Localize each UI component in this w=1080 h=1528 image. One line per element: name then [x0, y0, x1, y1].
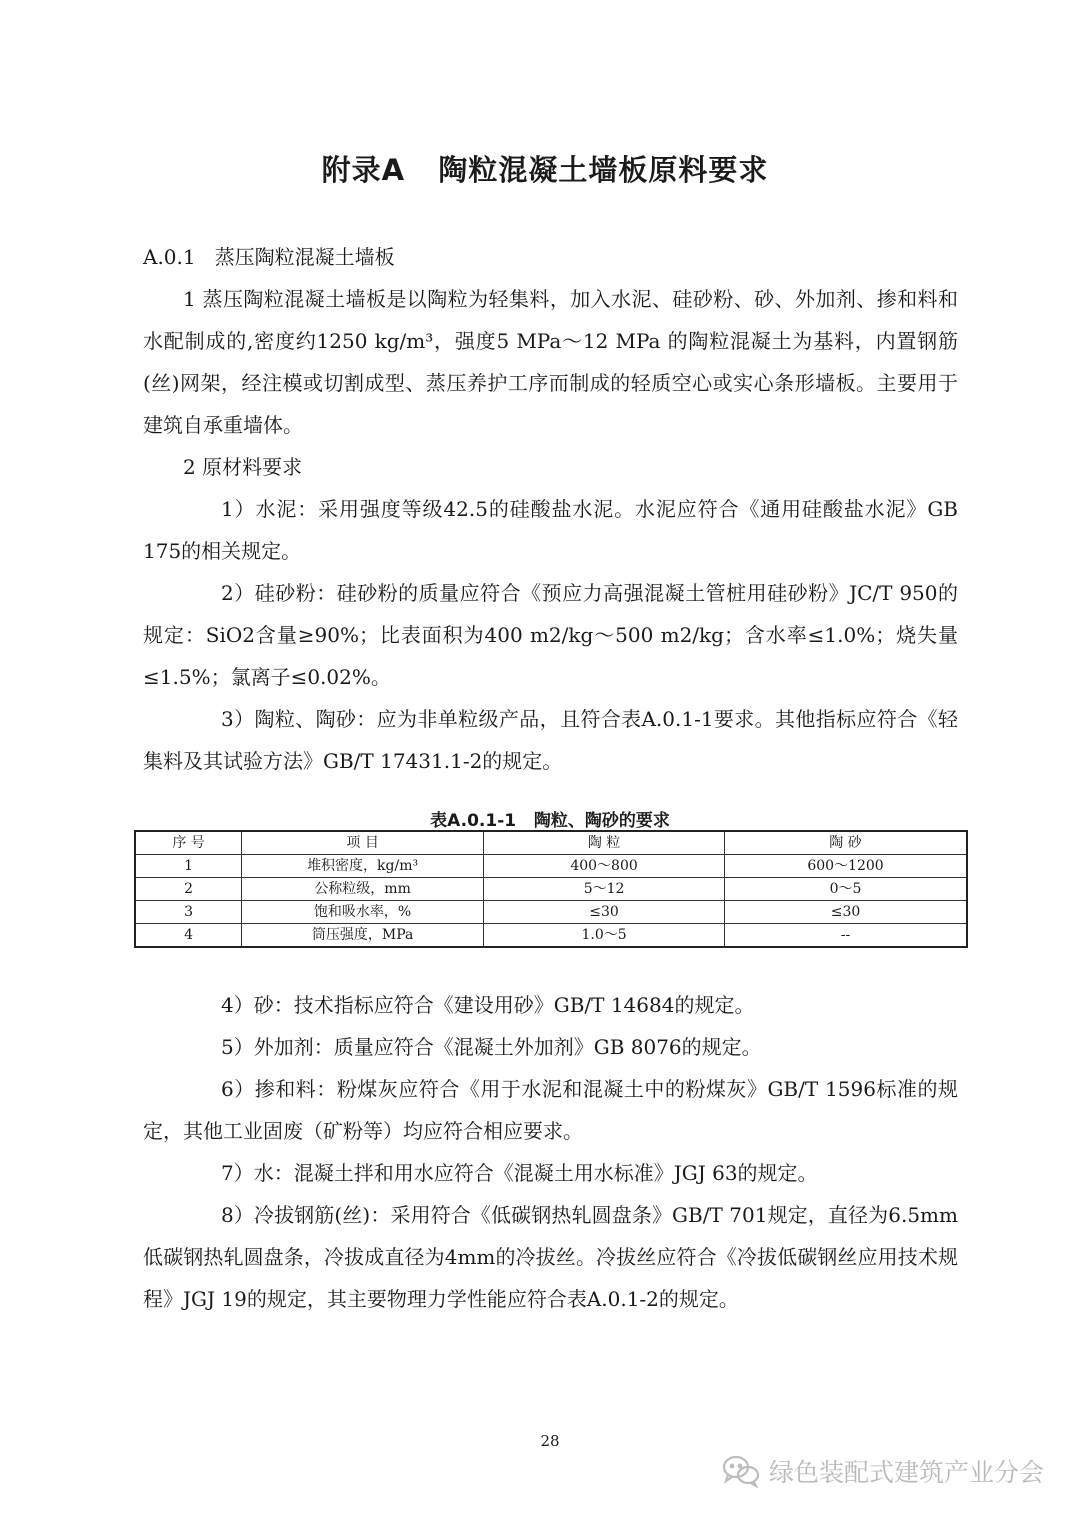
table-row	[135, 901, 967, 924]
table-row	[135, 924, 967, 948]
item-mineral-admixture: 6）掺和料：粉煤灰应符合《用于水泥和混凝土中的粉煤灰》GB/T 1596标准的规定，其他工业固废（矿粉等）均应符合相应要求。	[143, 1077, 958, 1143]
page-number: 28	[540, 1432, 560, 1450]
watermark	[721, 1453, 1044, 1489]
table-header-cell: 陶 粒	[484, 831, 725, 855]
table-cell: 1.0～5	[484, 924, 725, 948]
watermark-text: 绿色装配式建筑产业分会	[768, 1458, 1044, 1487]
table-cell: 饱和吸水率，%	[242, 901, 484, 924]
page-title: 附录A 陶粒混凝土墙板原料要求	[321, 153, 769, 187]
table-row	[135, 878, 967, 901]
table-cell: 0～5	[725, 878, 967, 901]
table-cell: 2	[135, 878, 242, 901]
item-cement: 1）水泥：采用强度等级42.5的硅酸盐水泥。水泥应符合《通用硅酸盐水泥》GB 175的相关规定。	[143, 497, 958, 563]
table-cell: ≤30	[484, 901, 725, 924]
ceramsite-requirements-table	[134, 830, 968, 948]
table-cell: 公称粒级，mm	[242, 878, 484, 901]
item-sand: 4）砂：技术指标应符合《建设用砂》GB/T 14684的规定。	[221, 993, 755, 1017]
table-cell: 3	[135, 901, 242, 924]
table-cell: 5～12	[484, 878, 725, 901]
item-water: 7）水：混凝土拌和用水应符合《混凝土用水标准》JGJ 63的规定。	[221, 1161, 818, 1185]
body-section-bottom	[143, 984, 958, 1320]
paragraph-1: 1 蒸压陶粒混凝土墙板是以陶粒为轻集料，加入水泥、硅砂粉、砂、外加剂、掺和料和水配制成的,密度约1250 kg/m³，强度5 MPa～12 MPa 的陶粒混凝土为基料，内置钢筋(丝)网架，经注模或切割成型、蒸压养护工序而制成的轻质空心或实心条形墙板。主要用于建筑自承重墙体。	[143, 287, 958, 437]
item-ceramsite: 3）陶粒、陶砂：应为非单粒级产品，且符合表A.0.1-1要求。其他指标应符合《轻集料及其试验方法》GB/T 17431.1-2的规定。	[143, 707, 958, 773]
table-header-row	[135, 831, 967, 855]
table-row	[135, 855, 967, 878]
table-cell: --	[725, 924, 967, 948]
table-cell: ≤30	[725, 901, 967, 924]
section-heading	[143, 236, 958, 278]
section-title: 蒸压陶粒混凝土墙板	[214, 245, 395, 269]
table-cell: 4	[135, 924, 242, 948]
body-section-top	[143, 236, 958, 782]
table-header-cell: 项 目	[242, 831, 484, 855]
item-cold-drawn-steel: 8）冷拔钢筋(丝)：采用符合《低碳钢热轧圆盘条》GB/T 701规定，直径为6.5mm低碳钢热轧圆盘条，冷拔成直径为4mm的冷拔丝。冷拔丝应符合《冷拔低碳钢丝应用技术规程》JGJ 19的规定，其主要物理力学性能应符合表A.0.1-2的规定。	[143, 1203, 958, 1311]
item-admixture: 5）外加剂：质量应符合《混凝土外加剂》GB 8076的规定。	[221, 1035, 762, 1059]
table-header-cell: 陶 砂	[725, 831, 967, 855]
section-number: A.0.1	[143, 245, 196, 269]
paragraph-2: 2 原材料要求	[183, 455, 303, 479]
wechat-icon	[721, 1454, 761, 1488]
table-cell: 堆积密度，kg/m³	[242, 855, 484, 878]
table-header-cell: 序 号	[135, 831, 242, 855]
item-silica-powder: 2）硅砂粉：硅砂粉的质量应符合《预应力高强混凝土管桩用硅砂粉》JC/T 950的规定：SiO2含量≥90%；比表面积为400 m2/kg～500 m2/kg；含水率≤1.0%；烧失量≤1.5%；氯离子≤0.02%。	[143, 581, 958, 689]
table-cell: 400～800	[484, 855, 725, 878]
table-cell: 1	[135, 855, 242, 878]
table-cell: 筒压强度，MPa	[242, 924, 484, 948]
table-cell: 600～1200	[725, 855, 967, 878]
table-caption: 表A.0.1-1 陶粒、陶砂的要求	[430, 811, 670, 831]
